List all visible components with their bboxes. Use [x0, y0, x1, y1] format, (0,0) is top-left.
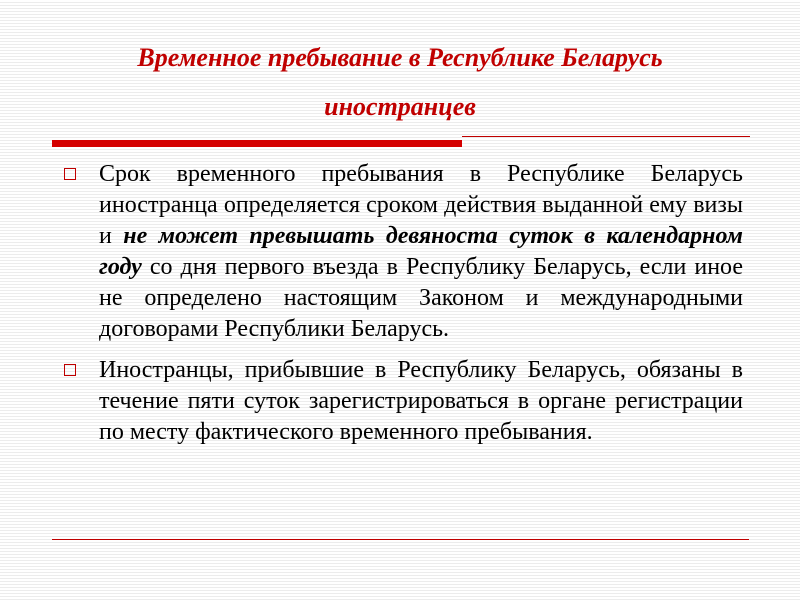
slide-title: Временное пребывание в Республике Беларусь — [137, 43, 663, 72]
footer-rule — [52, 539, 749, 540]
bullet-text: Иностранцы, прибывшие в Республику Беларусь, обязаны в течение пяти суток зарегистрироваться в органе регистрации по месту фактического временного пребывания. — [99, 357, 743, 445]
slide-title-line2: иностранцев — [324, 92, 476, 121]
hollow-square-bullet-icon — [64, 364, 76, 376]
title-underline-thick — [52, 140, 462, 147]
bullet-item — [60, 159, 743, 345]
bullet-list — [60, 159, 743, 458]
bullet-text-continued: со дня первого въезда в Республику Беларусь, если иное не определено настоящим Законом и международными договорами Республики Беларусь. — [99, 254, 743, 342]
bullet-emphasis: не может превышать девяноста суток в календарном году — [99, 223, 743, 280]
hollow-square-bullet-icon — [64, 168, 76, 180]
bullet-item — [60, 355, 743, 448]
bullet-text: Срок временного пребывания в Республике Беларусь иностранца определяется сроком действия выданной ему визы и — [99, 161, 743, 249]
title-underline-thin — [462, 136, 750, 137]
